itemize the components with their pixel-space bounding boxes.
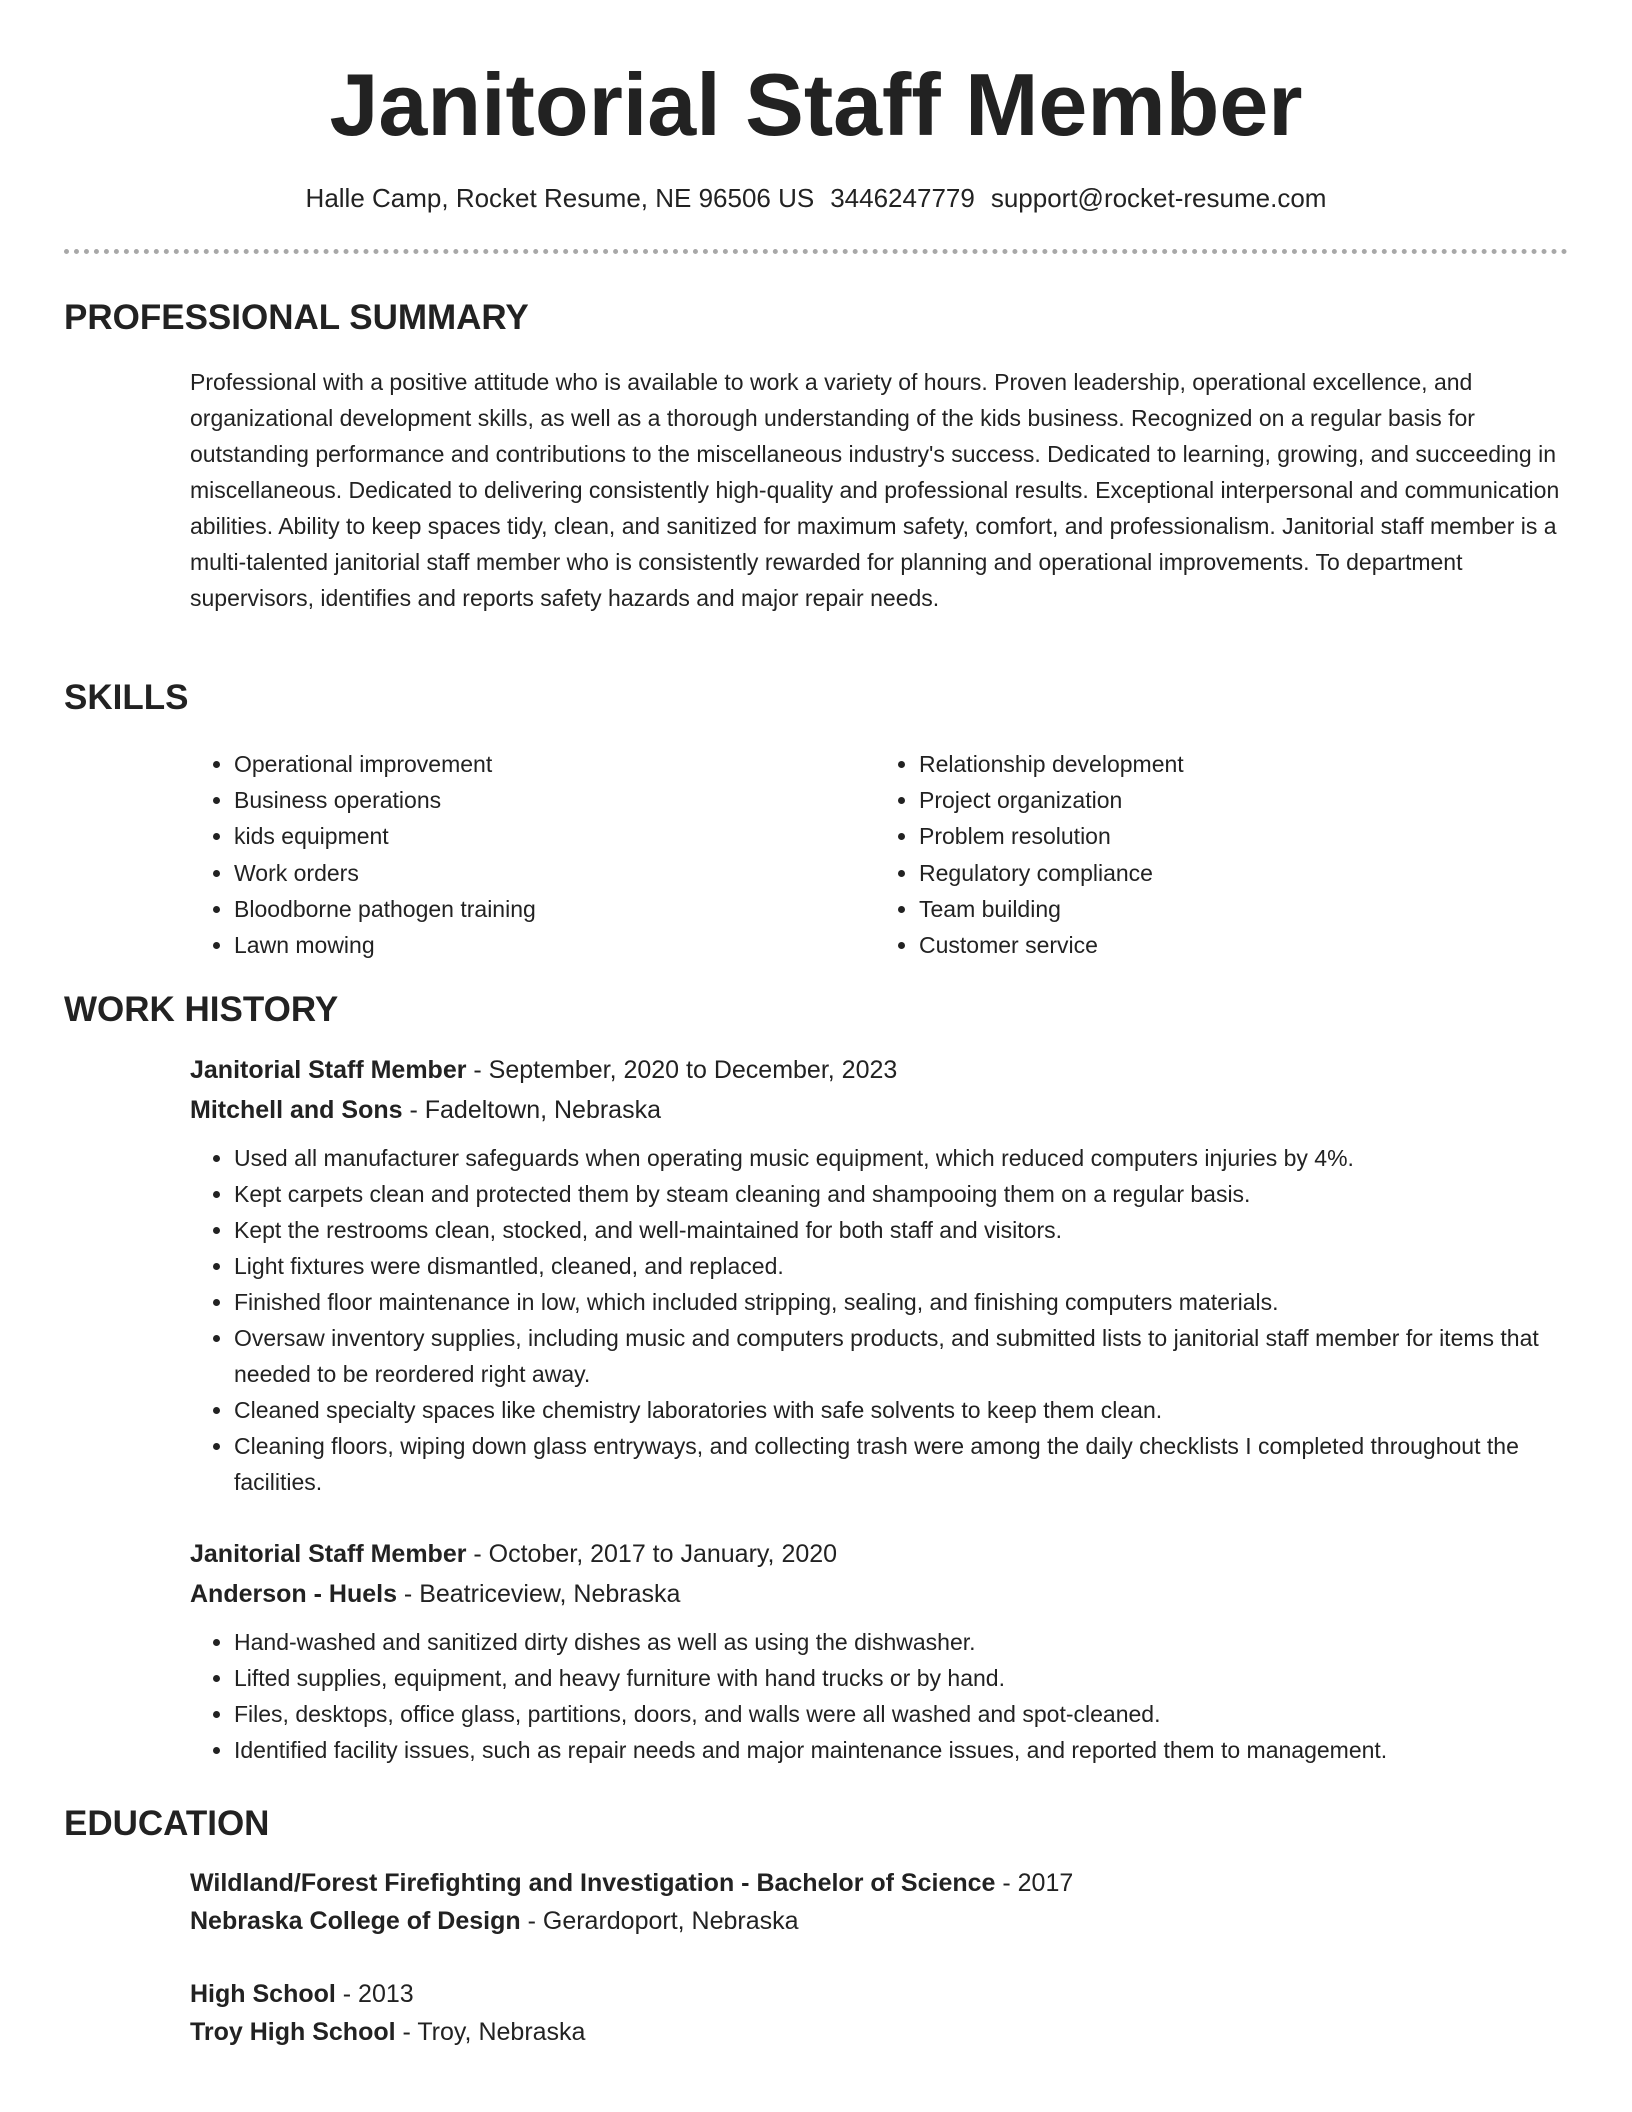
education-degree: High School (190, 1980, 336, 2008)
skill-item: • Project organization (919, 782, 1560, 818)
job-bullet: • Lifted supplies, equipment, and heavy furniture with hand trucks or by hand. (234, 1660, 1560, 1696)
contact-address: Halle Camp, Rocket Resume, NE 96506 US (305, 183, 815, 213)
education-school-line (190, 2013, 1560, 2051)
job-company-line (190, 1574, 1560, 1614)
header-divider (64, 249, 1568, 254)
job-bullet: • Kept the restrooms clean, stocked, and well-maintained for both staff and visitors. (234, 1212, 1560, 1248)
education-degree-line (190, 1975, 1560, 2013)
job-title-line (190, 1534, 1560, 1574)
skill-item: • Lawn mowing (234, 927, 875, 963)
job-dates: - September, 2020 to December, 2023 (466, 1056, 898, 1084)
section-title-work-history: WORK HISTORY (64, 990, 339, 1029)
education-entry (190, 1864, 1560, 1940)
job-bullet: • Cleaned specialty spaces like chemistry laboratories with safe solvents to keep them clean. (234, 1392, 1560, 1428)
education-degree: Wildland/Forest Firefighting and Investigation - Bachelor of Science (190, 1869, 996, 1897)
skill-item: • kids equipment (234, 818, 875, 854)
job-dates: - October, 2017 to January, 2020 (466, 1540, 838, 1568)
job-location: - Beatriceview, Nebraska (396, 1580, 681, 1608)
education-year: - 2017 (995, 1869, 1074, 1897)
job-bullet: • Cleaning floors, wiping down glass entryways, and collecting trash were among the daily checklists I completed throughout the facilities. (234, 1428, 1560, 1500)
education-school: Nebraska College of Design (190, 1907, 521, 1935)
job-entry (190, 1050, 1560, 1500)
job-bullet: • Kept carpets clean and protected them by steam cleaning and shampooing them on a regular basis. (234, 1176, 1560, 1212)
candidate-name: Janitorial Staff Member (329, 55, 1303, 154)
education-school-line (190, 1902, 1560, 1940)
job-role: Janitorial Staff Member (190, 1056, 467, 1084)
job-bullet: • Light fixtures were dismantled, cleaned, and replaced. (234, 1248, 1560, 1284)
contact-email: support@rocket-resume.com (990, 183, 1327, 213)
job-role: Janitorial Staff Member (190, 1540, 467, 1568)
skill-item: • Operational improvement (234, 746, 875, 782)
job-bullet: • Oversaw inventory supplies, including music and computers products, and submitted lists to janitorial staff member for items that needed to be reordered right away. (234, 1320, 1560, 1392)
job-bullet: • Used all manufacturer safeguards when operating music equipment, which reduced computers injuries by 4%. (234, 1140, 1560, 1176)
skill-item: • Customer service (919, 927, 1560, 963)
job-bullet: • Hand-washed and sanitized dirty dishes as well as using the dishwasher. (234, 1624, 1560, 1660)
skills-column-right (875, 746, 1560, 963)
section-title-skills: SKILLS (64, 678, 189, 717)
contact-phone: 3446247779 (830, 183, 975, 213)
job-title-line (190, 1050, 1560, 1090)
job-bullet: • Identified facility issues, such as repair needs and major maintenance issues, and reported them to management. (234, 1732, 1560, 1768)
job-company-line (190, 1090, 1560, 1130)
skill-item: • Team building (919, 891, 1560, 927)
section-title-summary: PROFESSIONAL SUMMARY (64, 298, 529, 337)
job-bullets (190, 1624, 1560, 1768)
job-bullets (190, 1140, 1560, 1500)
skill-item: • Business operations (234, 782, 875, 818)
education-school: Troy High School (190, 2018, 396, 2046)
job-entry (190, 1534, 1560, 1768)
job-bullet: • Finished floor maintenance in low, which included stripping, sealing, and finishing computers materials. (234, 1284, 1560, 1320)
skill-item: • Problem resolution (919, 818, 1560, 854)
education-location: - Gerardoport, Nebraska (520, 1907, 799, 1935)
job-company: Anderson - Huels (190, 1580, 397, 1608)
education-degree-line (190, 1864, 1560, 1902)
education-year: - 2013 (335, 1980, 414, 2008)
skill-item: • Bloodborne pathogen training (234, 891, 875, 927)
education-location: - Troy, Nebraska (395, 2018, 586, 2046)
skill-item: • Work orders (234, 855, 875, 891)
summary-text: Professional with a positive attitude who is available to work a variety of hours. Proven leadership, operational excellence, and organizational development skills, as well as a thorough understanding of the kids business. Recognized on a regular basis for outstanding performance and contributions to the miscellaneous industry's success. Dedicated to learning, growing, and succeeding in miscellaneous. Dedicated to delivering consistently high-quality and professional results. Exceptional interpersonal and communication abilities. Ability to keep spaces tidy, clean, and sanitized for maximum safety, comfort, and professionalism. Janitorial staff member is a multi-talented janitorial staff member who is consistently rewarded for planning and operational improvements. To department supervisors, identifies and reports safety hazards and major repair needs. (190, 369, 1560, 611)
skills-column-left (190, 746, 875, 963)
contact-line (0, 180, 1632, 216)
skill-item: • Regulatory compliance (919, 855, 1560, 891)
job-location: - Fadeltown, Nebraska (402, 1096, 661, 1124)
education-entry (190, 1975, 1560, 2051)
skill-item: • Relationship development (919, 746, 1560, 782)
section-title-education: EDUCATION (64, 1804, 270, 1843)
job-bullet: • Files, desktops, office glass, partitions, doors, and walls were all washed and spot-cleaned. (234, 1696, 1560, 1732)
skills-list (190, 746, 1560, 963)
job-company: Mitchell and Sons (190, 1096, 403, 1124)
